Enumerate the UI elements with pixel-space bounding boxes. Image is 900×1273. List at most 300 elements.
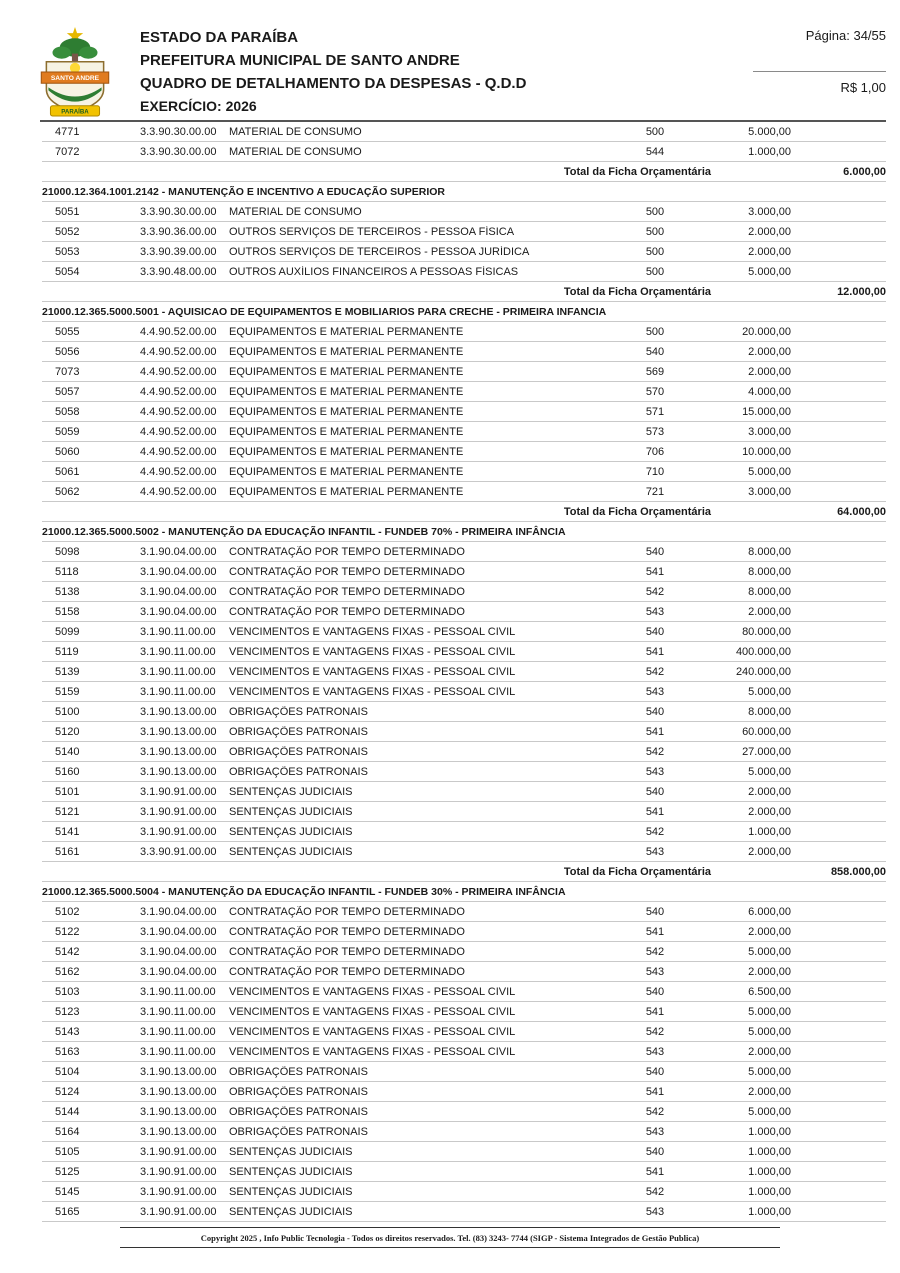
- cell-amount: 5.000,00: [748, 945, 791, 958]
- total-row: [42, 862, 886, 882]
- cell-ficha-code: 5052: [55, 225, 80, 238]
- cell-amount: 2.000,00: [748, 925, 791, 938]
- cell-ficha-code: 5124: [55, 1085, 80, 1098]
- cell-expense-description: OBRIGAÇÕES PATRONAIS: [229, 745, 368, 758]
- cell-resource-source: 540: [645, 1145, 665, 1158]
- cell-ficha-code: 5160: [55, 765, 80, 778]
- cell-amount: 1.000,00: [748, 825, 791, 838]
- table-row: [42, 462, 886, 482]
- cell-amount: 5.000,00: [748, 1025, 791, 1038]
- cell-resource-source: 543: [645, 1125, 665, 1138]
- cell-expense-description: VENCIMENTOS E VANTAGENS FIXAS - PESSOAL CIVIL: [229, 665, 516, 678]
- cell-expense-description: MATERIAL DE CONSUMO: [229, 205, 362, 218]
- cell-expense-classification: 4.4.90.52.00.00: [140, 445, 217, 458]
- cell-amount: 60.000,00: [742, 725, 791, 738]
- cell-ficha-code: 5165: [55, 1205, 80, 1218]
- cell-expense-description: CONTRATAÇÃO POR TEMPO DETERMINADO: [229, 605, 465, 618]
- cell-expense-description: CONTRATAÇÃO POR TEMPO DETERMINADO: [229, 545, 465, 558]
- cell-resource-source: 542: [645, 1025, 665, 1038]
- table-row: [42, 722, 886, 742]
- report-title: QUADRO DE DETALHAMENTO DA DESPESAS - Q.D.D: [140, 75, 527, 92]
- cell-resource-source: 542: [645, 825, 665, 838]
- cell-ficha-code: 5061: [55, 465, 80, 478]
- cell-expense-classification: 3.1.90.04.00.00: [140, 585, 217, 598]
- cell-expense-classification: 3.1.90.04.00.00: [140, 945, 217, 958]
- cell-expense-classification: 3.1.90.11.00.00: [140, 645, 216, 658]
- cell-expense-classification: 3.1.90.11.00.00: [140, 1005, 216, 1018]
- cell-resource-source: 541: [645, 1165, 665, 1178]
- cell-amount: 1.000,00: [748, 1165, 791, 1178]
- table-row: [42, 562, 886, 582]
- cell-ficha-code: 5142: [55, 945, 80, 958]
- cell-expense-classification: 4.4.90.52.00.00: [140, 325, 217, 338]
- table-row: [42, 222, 886, 242]
- cell-ficha-code: 5121: [55, 805, 80, 818]
- cell-expense-description: MATERIAL DE CONSUMO: [229, 145, 362, 158]
- cell-amount: 2.000,00: [748, 1085, 791, 1098]
- total-amount: 6.000,00: [843, 165, 886, 178]
- cell-ficha-code: 5056: [55, 345, 80, 358]
- table-row: [42, 422, 886, 442]
- cell-resource-source: 540: [645, 1065, 665, 1078]
- cell-expense-description: MATERIAL DE CONSUMO: [229, 125, 362, 138]
- cell-resource-source: 541: [645, 805, 665, 818]
- cell-expense-description: EQUIPAMENTOS E MATERIAL PERMANENTE: [229, 345, 464, 358]
- section-header: 21000.12.365.5000.5004 - MANUTENÇÃO DA EDUCAÇÃO INFANTIL - FUNDEB 30% - PRIMEIRA INFÂNCIA: [42, 882, 886, 902]
- section-header: 21000.12.365.5000.5001 - AQUISICAO DE EQUIPAMENTOS E MOBILIARIOS PARA CRECHE - PRIMEIRA INFANCIA: [42, 302, 886, 322]
- total-row: [42, 502, 886, 522]
- cell-ficha-code: 5122: [55, 925, 80, 938]
- report-header: [140, 26, 526, 118]
- table-row: [42, 242, 886, 262]
- cell-amount: 2.000,00: [748, 225, 791, 238]
- cell-expense-classification: 3.1.90.13.00.00: [140, 725, 217, 738]
- cell-resource-source: 500: [645, 245, 665, 258]
- cell-ficha-code: 5062: [55, 485, 80, 498]
- cell-resource-source: 542: [645, 745, 665, 758]
- cell-amount: 20.000,00: [742, 325, 791, 338]
- cell-ficha-code: 5105: [55, 1145, 80, 1158]
- cell-resource-source: 543: [645, 845, 665, 858]
- cell-resource-source: 543: [645, 605, 665, 618]
- cell-amount: 2.000,00: [748, 345, 791, 358]
- table-row: [42, 442, 886, 462]
- table-row: [42, 682, 886, 702]
- table-row: [42, 1102, 886, 1122]
- cell-expense-description: VENCIMENTOS E VANTAGENS FIXAS - PESSOAL CIVIL: [229, 1025, 516, 1038]
- cell-ficha-code: 5057: [55, 385, 80, 398]
- cell-expense-classification: 3.3.90.30.00.00: [140, 145, 217, 158]
- cell-expense-classification: 3.1.90.91.00.00: [140, 1205, 217, 1218]
- footer-copyright: Copyright 2025 , Info Public Tecnologia - Todos os direitos reservados. Tel. (83) 3243- 7744 (SIGP - Sistema Integrados de Gestão Publica): [120, 1227, 780, 1248]
- cell-resource-source: 542: [645, 945, 665, 958]
- cell-amount: 2.000,00: [748, 365, 791, 378]
- cell-expense-description: VENCIMENTOS E VANTAGENS FIXAS - PESSOAL CIVIL: [229, 625, 516, 638]
- cell-expense-description: CONTRATAÇÃO POR TEMPO DETERMINADO: [229, 925, 465, 938]
- cell-expense-classification: 4.4.90.52.00.00: [140, 365, 217, 378]
- cell-ficha-code: 5051: [55, 205, 80, 218]
- cell-expense-description: VENCIMENTOS E VANTAGENS FIXAS - PESSOAL CIVIL: [229, 1005, 516, 1018]
- total-amount: 12.000,00: [837, 285, 886, 298]
- coat-of-arms-logo: [38, 26, 112, 118]
- cell-amount: 27.000,00: [742, 745, 791, 758]
- cell-resource-source: 500: [645, 325, 665, 338]
- municipality-title: PREFEITURA MUNICIPAL DE SANTO ANDRE: [140, 52, 460, 69]
- cell-resource-source: 541: [645, 565, 665, 578]
- table-row: [42, 582, 886, 602]
- cell-expense-classification: 4.4.90.52.00.00: [140, 465, 217, 478]
- cell-ficha-code: 5098: [55, 545, 80, 558]
- cell-amount: 8.000,00: [748, 565, 791, 578]
- cell-ficha-code: 5120: [55, 725, 80, 738]
- cell-ficha-code: 5101: [55, 785, 80, 798]
- cell-ficha-code: 5164: [55, 1125, 80, 1138]
- table-row: [42, 542, 886, 562]
- cell-amount: 1.000,00: [748, 1185, 791, 1198]
- table-row: [42, 662, 886, 682]
- cell-expense-classification: 3.1.90.04.00.00: [140, 605, 217, 618]
- table-row: [42, 822, 886, 842]
- table-row: [42, 382, 886, 402]
- cell-expense-description: SENTENÇAS JUDICIAIS: [229, 845, 353, 858]
- page-number: Página: 34/55: [805, 28, 886, 43]
- cell-expense-description: OUTROS SERVIÇOS DE TERCEIROS - PESSOA JURÍDICA: [229, 245, 530, 258]
- cell-expense-classification: 3.1.90.91.00.00: [140, 1145, 217, 1158]
- cell-expense-description: EQUIPAMENTOS E MATERIAL PERMANENTE: [229, 365, 464, 378]
- cell-resource-source: 541: [645, 1085, 665, 1098]
- cell-resource-source: 540: [645, 985, 665, 998]
- table-row: [42, 402, 886, 422]
- cell-amount: 4.000,00: [748, 385, 791, 398]
- table-row: [42, 962, 886, 982]
- cell-amount: 240.000,00: [735, 665, 791, 678]
- cell-expense-description: SENTENÇAS JUDICIAIS: [229, 785, 353, 798]
- cell-resource-source: 500: [645, 125, 665, 138]
- cell-expense-classification: 3.3.90.36.00.00: [140, 225, 217, 238]
- cell-expense-description: OBRIGAÇÕES PATRONAIS: [229, 765, 368, 778]
- cell-expense-classification: 4.4.90.52.00.00: [140, 485, 217, 498]
- cell-amount: 5.000,00: [748, 765, 791, 778]
- budget-table: [42, 122, 886, 1222]
- cell-amount: 2.000,00: [748, 785, 791, 798]
- cell-expense-classification: 3.1.90.11.00.00: [140, 1045, 216, 1058]
- fiscal-year: EXERCÍCIO: 2026: [140, 98, 257, 114]
- cell-resource-source: 721: [645, 485, 665, 498]
- state-title: ESTADO DA PARAÍBA: [140, 29, 299, 46]
- cell-amount: 5.000,00: [748, 1105, 791, 1118]
- cell-ficha-code: 5161: [55, 845, 80, 858]
- cell-amount: 400.000,00: [735, 645, 791, 658]
- cell-expense-classification: 3.1.90.91.00.00: [140, 1185, 217, 1198]
- cell-expense-description: OUTROS SERVIÇOS DE TERCEIROS - PESSOA FÍSICA: [229, 225, 515, 238]
- cell-expense-description: SENTENÇAS JUDICIAIS: [229, 1165, 353, 1178]
- cell-resource-source: 542: [645, 585, 665, 598]
- table-row: [42, 802, 886, 822]
- cell-expense-description: OBRIGAÇÕES PATRONAIS: [229, 1125, 368, 1138]
- cell-amount: 2.000,00: [748, 965, 791, 978]
- cell-expense-classification: 3.1.90.91.00.00: [140, 825, 217, 838]
- cell-expense-classification: 3.1.90.11.00.00: [140, 985, 216, 998]
- cell-expense-description: CONTRATAÇÃO POR TEMPO DETERMINADO: [229, 565, 465, 578]
- cell-amount: 6.000,00: [748, 905, 791, 918]
- cell-amount: 2.000,00: [748, 845, 791, 858]
- cell-amount: 2.000,00: [748, 805, 791, 818]
- cell-amount: 3.000,00: [748, 485, 791, 498]
- table-row: [42, 1142, 886, 1162]
- cell-expense-description: OBRIGAÇÕES PATRONAIS: [229, 1085, 368, 1098]
- cell-amount: 2.000,00: [748, 605, 791, 618]
- cell-expense-classification: 3.1.90.13.00.00: [140, 745, 217, 758]
- cell-resource-source: 500: [645, 225, 665, 238]
- header-right-divider: [753, 71, 886, 72]
- cell-expense-description: EQUIPAMENTOS E MATERIAL PERMANENTE: [229, 405, 464, 418]
- cell-expense-description: SENTENÇAS JUDICIAIS: [229, 825, 353, 838]
- cell-resource-source: 500: [645, 205, 665, 218]
- cell-amount: 1.000,00: [748, 1125, 791, 1138]
- cell-resource-source: 542: [645, 665, 665, 678]
- cell-ficha-code: 5141: [55, 825, 80, 838]
- cell-expense-description: CONTRATAÇÃO POR TEMPO DETERMINADO: [229, 945, 465, 958]
- cell-ficha-code: 5123: [55, 1005, 80, 1018]
- cell-amount: 3.000,00: [748, 205, 791, 218]
- table-row: [42, 362, 886, 382]
- cell-expense-classification: 3.1.90.11.00.00: [140, 625, 216, 638]
- cell-expense-description: VENCIMENTOS E VANTAGENS FIXAS - PESSOAL CIVIL: [229, 645, 516, 658]
- table-row: [42, 122, 886, 142]
- table-row: [42, 1022, 886, 1042]
- cell-expense-description: OBRIGAÇÕES PATRONAIS: [229, 1105, 368, 1118]
- cell-resource-source: 710: [645, 465, 665, 478]
- cell-ficha-code: 5138: [55, 585, 80, 598]
- cell-expense-classification: 3.3.90.48.00.00: [140, 265, 217, 278]
- cell-ficha-code: 7073: [55, 365, 80, 378]
- cell-resource-source: 542: [645, 1185, 665, 1198]
- cell-resource-source: 540: [645, 345, 665, 358]
- cell-ficha-code: 5159: [55, 685, 80, 698]
- cell-ficha-code: 4771: [55, 125, 80, 138]
- cell-ficha-code: 5104: [55, 1065, 80, 1078]
- cell-expense-description: EQUIPAMENTOS E MATERIAL PERMANENTE: [229, 445, 464, 458]
- cell-resource-source: 573: [645, 425, 665, 438]
- cell-expense-classification: 3.1.90.04.00.00: [140, 905, 217, 918]
- cell-ficha-code: 5053: [55, 245, 80, 258]
- cell-expense-classification: 3.1.90.04.00.00: [140, 545, 217, 558]
- cell-amount: 1.000,00: [748, 1205, 791, 1218]
- cell-expense-classification: 3.1.90.11.00.00: [140, 665, 216, 678]
- cell-expense-classification: 3.1.90.13.00.00: [140, 1125, 217, 1138]
- cell-amount: 5.000,00: [748, 685, 791, 698]
- total-amount: 858.000,00: [830, 865, 886, 878]
- cell-expense-classification: 3.1.90.13.00.00: [140, 765, 217, 778]
- cell-expense-classification: 3.1.90.04.00.00: [140, 965, 217, 978]
- total-row: [42, 162, 886, 182]
- cell-expense-classification: 3.1.90.11.00.00: [140, 685, 216, 698]
- cell-ficha-code: 5140: [55, 745, 80, 758]
- cell-amount: 5.000,00: [748, 465, 791, 478]
- cell-expense-classification: 3.1.90.91.00.00: [140, 1165, 217, 1178]
- cell-expense-description: SENTENÇAS JUDICIAIS: [229, 1145, 353, 1158]
- cell-expense-description: SENTENÇAS JUDICIAIS: [229, 1205, 353, 1218]
- cell-amount: 3.000,00: [748, 425, 791, 438]
- cell-amount: 8.000,00: [748, 545, 791, 558]
- cell-amount: 5.000,00: [748, 1005, 791, 1018]
- table-row: [42, 1042, 886, 1062]
- cell-resource-source: 541: [645, 645, 665, 658]
- cell-ficha-code: 7072: [55, 145, 80, 158]
- cell-expense-description: EQUIPAMENTOS E MATERIAL PERMANENTE: [229, 325, 464, 338]
- table-row: [42, 1002, 886, 1022]
- cell-expense-classification: 3.1.90.13.00.00: [140, 1105, 217, 1118]
- table-row: [42, 142, 886, 162]
- cell-resource-source: 500: [645, 265, 665, 278]
- cell-ficha-code: 5143: [55, 1025, 80, 1038]
- cell-ficha-code: 5139: [55, 665, 80, 678]
- cell-expense-description: OBRIGAÇÕES PATRONAIS: [229, 1065, 368, 1078]
- cell-amount: 1.000,00: [748, 1145, 791, 1158]
- cell-expense-description: EQUIPAMENTOS E MATERIAL PERMANENTE: [229, 465, 464, 478]
- cell-expense-description: EQUIPAMENTOS E MATERIAL PERMANENTE: [229, 485, 464, 498]
- table-row: [42, 942, 886, 962]
- cell-expense-classification: 3.1.90.13.00.00: [140, 705, 217, 718]
- cell-resource-source: 706: [645, 445, 665, 458]
- cell-amount: 15.000,00: [742, 405, 791, 418]
- cell-resource-source: 543: [645, 765, 665, 778]
- table-row: [42, 842, 886, 862]
- cell-expense-description: CONTRATAÇÃO POR TEMPO DETERMINADO: [229, 905, 465, 918]
- total-label: Total da Ficha Orçamentária: [563, 285, 711, 298]
- table-row: [42, 1082, 886, 1102]
- cell-expense-classification: 3.1.90.04.00.00: [140, 925, 217, 938]
- section-header: 21000.12.365.5000.5002 - MANUTENÇÃO DA EDUCAÇÃO INFANTIL - FUNDEB 70% - PRIMEIRA INFÂNCIA: [42, 522, 886, 542]
- cell-expense-description: OBRIGAÇÕES PATRONAIS: [229, 725, 368, 738]
- table-row: [42, 342, 886, 362]
- cell-ficha-code: 5144: [55, 1105, 80, 1118]
- cell-ficha-code: 5125: [55, 1165, 80, 1178]
- cell-expense-classification: 4.4.90.52.00.00: [140, 405, 217, 418]
- table-row: [42, 482, 886, 502]
- table-row: [42, 602, 886, 622]
- cell-expense-description: OBRIGAÇÕES PATRONAIS: [229, 705, 368, 718]
- cell-ficha-code: 5118: [55, 565, 79, 578]
- cell-amount: 5.000,00: [748, 125, 791, 138]
- logo-ribbon-bottom-text: PARAÍBA: [61, 108, 89, 116]
- table-row: [42, 1062, 886, 1082]
- table-row: [42, 1182, 886, 1202]
- cell-resource-source: 570: [645, 385, 665, 398]
- cell-expense-classification: 3.1.90.04.00.00: [140, 565, 217, 578]
- table-row: [42, 782, 886, 802]
- table-row: [42, 322, 886, 342]
- cell-ficha-code: 5100: [55, 705, 80, 718]
- table-row: [42, 622, 886, 642]
- cell-resource-source: 543: [645, 965, 665, 978]
- cell-ficha-code: 5059: [55, 425, 80, 438]
- cell-amount: 5.000,00: [748, 1065, 791, 1078]
- cell-resource-source: 543: [645, 1205, 665, 1218]
- table-row: [42, 1202, 886, 1222]
- table-row: [42, 922, 886, 942]
- cell-amount: 8.000,00: [748, 585, 791, 598]
- total-label: Total da Ficha Orçamentária: [563, 165, 711, 178]
- cell-ficha-code: 5145: [55, 1185, 80, 1198]
- cell-expense-classification: 4.4.90.52.00.00: [140, 385, 217, 398]
- cell-resource-source: 540: [645, 625, 665, 638]
- cell-expense-description: VENCIMENTOS E VANTAGENS FIXAS - PESSOAL CIVIL: [229, 1045, 516, 1058]
- table-row: [42, 762, 886, 782]
- cell-expense-description: VENCIMENTOS E VANTAGENS FIXAS - PESSOAL CIVIL: [229, 985, 516, 998]
- table-row: [42, 642, 886, 662]
- table-row: [42, 262, 886, 282]
- table-row: [42, 982, 886, 1002]
- table-row: [42, 742, 886, 762]
- cell-amount: 8.000,00: [748, 705, 791, 718]
- cell-ficha-code: 5102: [55, 905, 80, 918]
- table-row: [42, 702, 886, 722]
- cell-ficha-code: 5058: [55, 405, 80, 418]
- cell-expense-description: SENTENÇAS JUDICIAIS: [229, 805, 353, 818]
- cell-resource-source: 571: [645, 405, 665, 418]
- cell-amount: 5.000,00: [748, 265, 791, 278]
- cell-amount: 10.000,00: [742, 445, 791, 458]
- cell-expense-description: CONTRATAÇÃO POR TEMPO DETERMINADO: [229, 965, 465, 978]
- cell-amount: 6.500,00: [748, 985, 791, 998]
- cell-resource-source: 543: [645, 685, 665, 698]
- cell-resource-source: 540: [645, 705, 665, 718]
- cell-expense-description: OUTROS AUXÍLIOS FINANCEIROS A PESSOAS FÍSICAS: [229, 265, 519, 278]
- table-row: [42, 1162, 886, 1182]
- cell-amount: 2.000,00: [748, 1045, 791, 1058]
- cell-resource-source: 540: [645, 785, 665, 798]
- cell-expense-classification: 3.3.90.30.00.00: [140, 205, 217, 218]
- table-row: [42, 202, 886, 222]
- cell-expense-description: EQUIPAMENTOS E MATERIAL PERMANENTE: [229, 425, 464, 438]
- cell-resource-source: 542: [645, 1105, 665, 1118]
- cell-expense-classification: 4.4.90.52.00.00: [140, 425, 217, 438]
- cell-ficha-code: 5060: [55, 445, 80, 458]
- table-row: [42, 902, 886, 922]
- cell-resource-source: 540: [645, 545, 665, 558]
- cell-ficha-code: 5055: [55, 325, 80, 338]
- cell-resource-source: 543: [645, 1045, 665, 1058]
- table-row: [42, 1122, 886, 1142]
- section-header: 21000.12.364.1001.2142 - MANUTENÇÃO E INCENTIVO A EDUCAÇÃO SUPERIOR: [42, 182, 886, 202]
- currency-unit: R$ 1,00: [840, 80, 886, 95]
- cell-expense-classification: 3.3.90.39.00.00: [140, 245, 217, 258]
- cell-ficha-code: 5099: [55, 625, 80, 638]
- cell-expense-classification: 3.1.90.13.00.00: [140, 1085, 217, 1098]
- coat-of-arms-icon: [38, 26, 112, 118]
- cell-resource-source: 541: [645, 925, 665, 938]
- cell-expense-classification: 3.1.90.11.00.00: [140, 1025, 216, 1038]
- cell-expense-description: SENTENÇAS JUDICIAIS: [229, 1185, 353, 1198]
- cell-expense-classification: 3.3.90.91.00.00: [140, 845, 217, 858]
- cell-expense-classification: 3.1.90.13.00.00: [140, 1065, 217, 1078]
- cell-expense-description: EQUIPAMENTOS E MATERIAL PERMANENTE: [229, 385, 464, 398]
- cell-expense-classification: 4.4.90.52.00.00: [140, 345, 217, 358]
- total-amount: 64.000,00: [837, 505, 886, 518]
- cell-expense-classification: 3.3.90.30.00.00: [140, 125, 217, 138]
- cell-expense-classification: 3.1.90.91.00.00: [140, 805, 217, 818]
- cell-expense-classification: 3.1.90.91.00.00: [140, 785, 217, 798]
- cell-ficha-code: 5158: [55, 605, 80, 618]
- cell-ficha-code: 5119: [55, 645, 79, 658]
- total-row: [42, 282, 886, 302]
- cell-ficha-code: 5054: [55, 265, 80, 278]
- cell-expense-description: VENCIMENTOS E VANTAGENS FIXAS - PESSOAL CIVIL: [229, 685, 516, 698]
- cell-resource-source: 544: [645, 145, 665, 158]
- total-label: Total da Ficha Orçamentária: [563, 505, 711, 518]
- cell-resource-source: 540: [645, 905, 665, 918]
